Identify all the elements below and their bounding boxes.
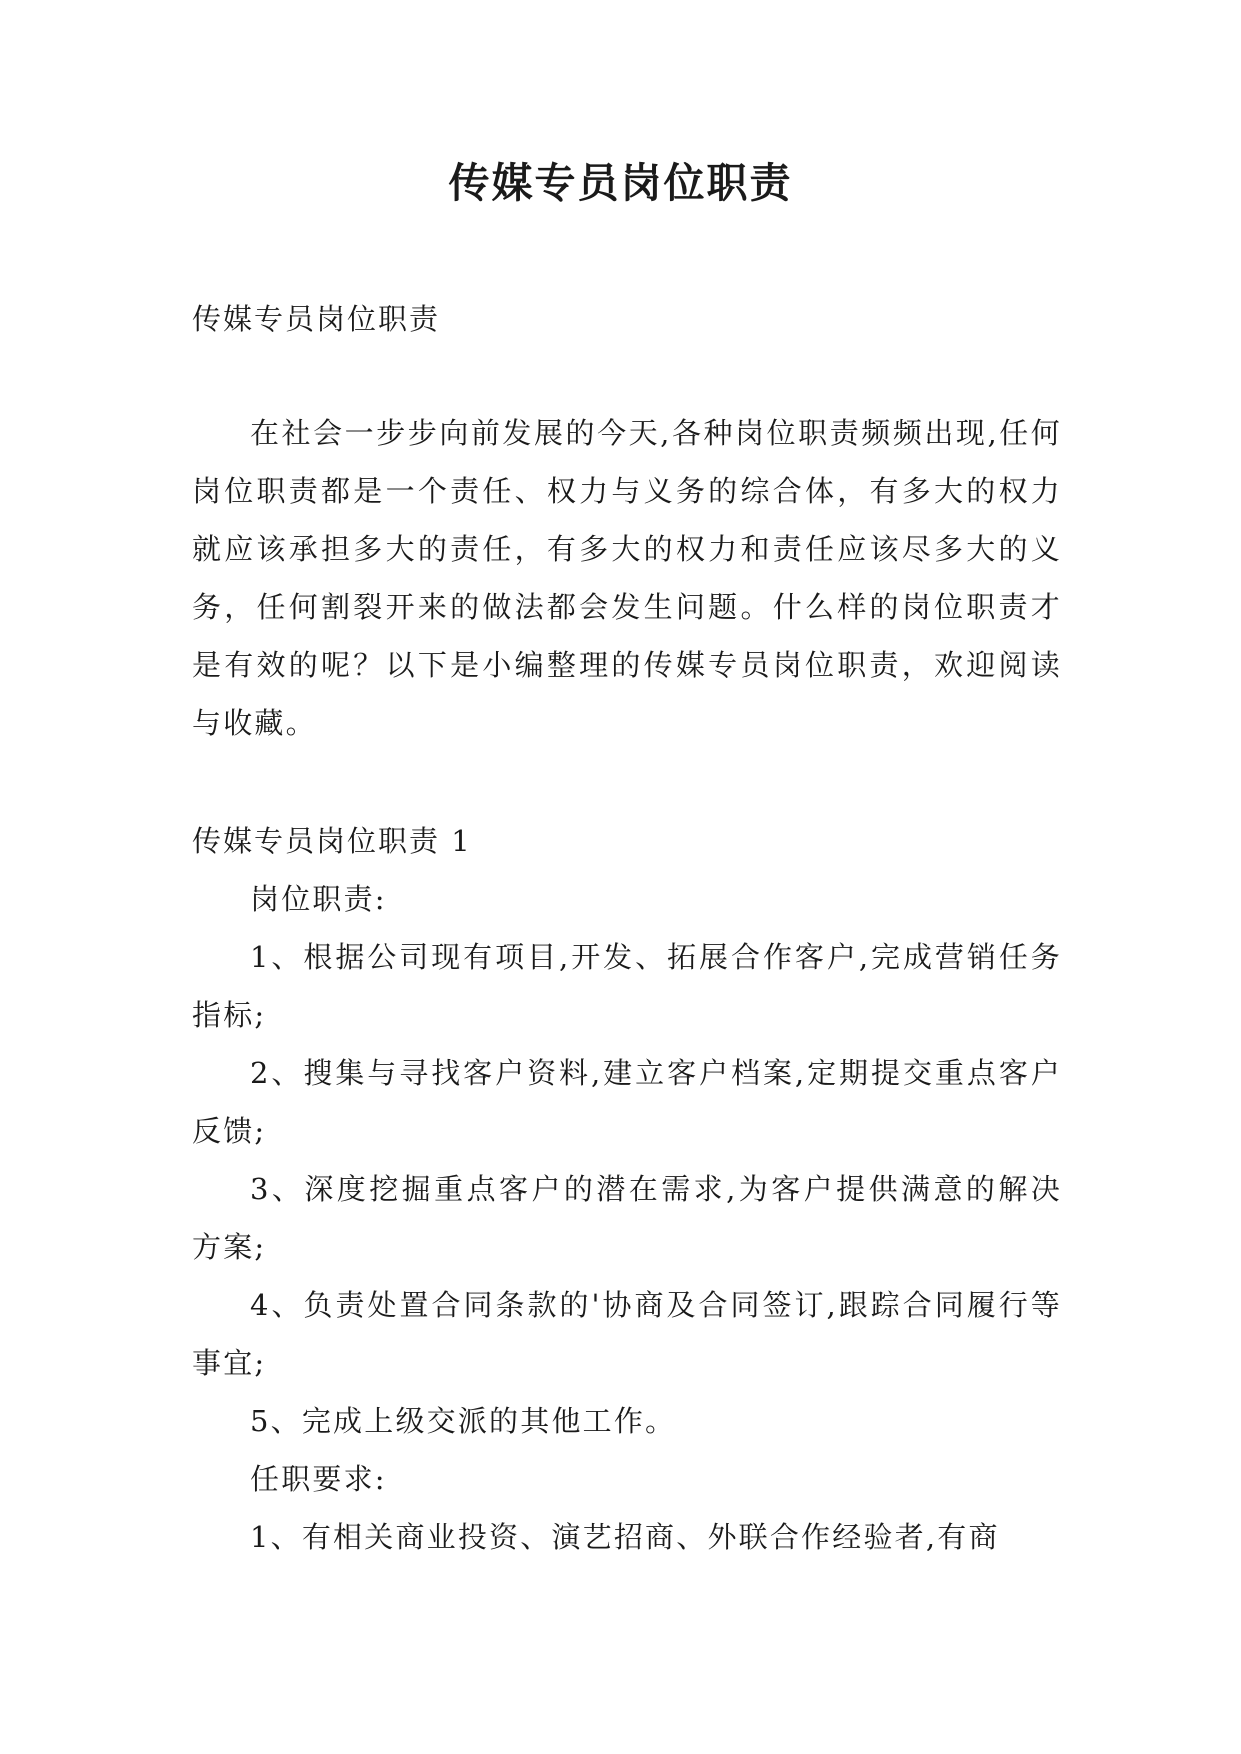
requirement-item: 1、有相关商业投资、演艺招商、外联合作经验者,有商	[250, 1520, 1000, 1554]
duty-item: 1、根据公司现有项目,开发、拓展合作客户,完成营销任务指标;	[192, 940, 1062, 1032]
requirements-label: 任职要求:	[250, 1462, 387, 1496]
intro-paragraph: 在社会一步步向前发展的今天,各种岗位职责频频出现,任何岗位职责都是一个责任、权力与义务的综合体，有多大的权力就应该承担多大的责任，有多大的权力和责任应该尽多大的义务，任何割裂开来的做法都会发生问题。什么样的岗位职责才是有效的呢？以下是小编整理的传媒专员岗位职责，欢迎阅读与收藏。	[192, 416, 1062, 740]
duty-item: 5、完成上级交派的其他工作。	[250, 1404, 677, 1438]
document-subtitle: 传媒专员岗位职责	[192, 302, 441, 336]
duties-label: 岗位职责:	[250, 882, 387, 916]
section-heading: 传媒专员岗位职责 1	[192, 824, 472, 858]
duty-item: 4、负责处置合同条款的'协商及合同签订,跟踪合同履行等事宜;	[192, 1288, 1062, 1380]
duty-item: 3、深度挖掘重点客户的潜在需求,为客户提供满意的解决方案;	[192, 1172, 1062, 1264]
document-body	[192, 290, 1062, 1566]
document-title: 传媒专员岗位职责	[448, 159, 793, 207]
duty-item: 2、搜集与寻找客户资料,建立客户档案,定期提交重点客户反馈;	[192, 1056, 1062, 1148]
